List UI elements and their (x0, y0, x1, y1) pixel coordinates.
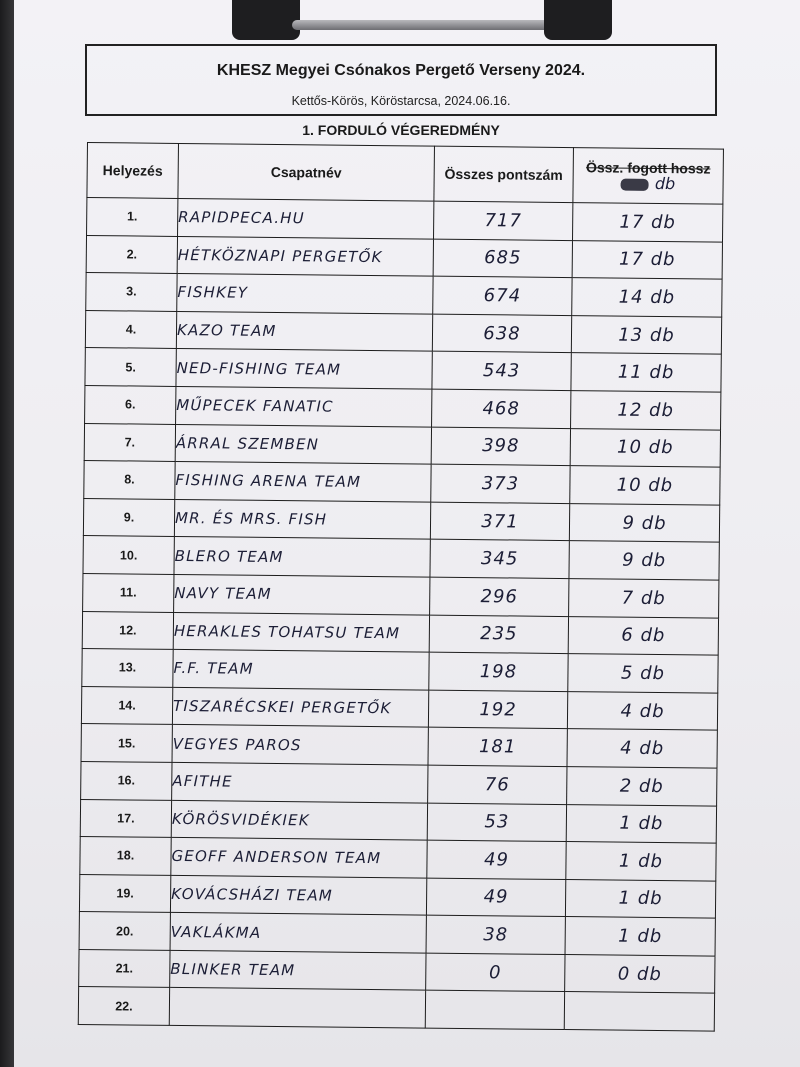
page-title: KHESZ Megyei Csónakos Pergető Verseny 2024. (216, 62, 586, 79)
length-cell: 13 db (571, 315, 721, 354)
team-name-cell: FISHKEY (177, 274, 433, 314)
team-name-cell: KOVÁCSHÁZI TEAM (170, 875, 426, 915)
header-length (573, 148, 724, 205)
team-name-cell: TISZARÉCSKEI PERGETŐK (172, 687, 428, 727)
team-name-cell: VEGYES PAROS (172, 725, 428, 765)
length-cell: 10 db (570, 466, 720, 505)
rank-cell: 5. (85, 348, 176, 387)
clip-wire (292, 20, 552, 30)
header-length-struck: Össz. fogott hossz (585, 159, 711, 177)
results-table (78, 142, 724, 1032)
points-cell: 717 (434, 201, 573, 240)
team-name-cell: NAVY TEAM (174, 574, 430, 614)
round-title: 1. FORDULÓ VÉGEREDMÉNY (302, 122, 500, 138)
team-name-cell: VAKLÁKMA (170, 913, 426, 953)
table-row (78, 987, 714, 1031)
team-name-cell: HERAKLES TOHATSU TEAM (173, 612, 429, 652)
length-cell: 1 db (565, 879, 715, 918)
points-cell: 674 (433, 276, 572, 315)
length-cell: 1 db (565, 917, 715, 956)
team-name-cell: AFITHE (172, 762, 428, 802)
scribble-mark (621, 179, 649, 191)
points-cell: 198 (429, 652, 568, 691)
header-points: Összes pontszám (434, 146, 574, 202)
length-cell: 0 db (565, 954, 715, 993)
rank-cell: 21. (79, 949, 170, 988)
rank-cell: 11. (83, 573, 174, 612)
header-team: Csapatnév (178, 143, 435, 201)
length-cell: 10 db (570, 428, 720, 467)
length-cell: 4 db (567, 729, 717, 768)
team-name-cell: GEOFF ANDERSON TEAM (171, 838, 427, 878)
rank-cell: 9. (83, 498, 174, 537)
rank-cell: 16. (81, 761, 172, 800)
clipboard-clip (232, 0, 612, 44)
header-box (85, 44, 717, 116)
points-cell (425, 991, 564, 1030)
rank-cell: 1. (87, 198, 178, 237)
rank-cell: 14. (81, 686, 172, 725)
rank-cell: 20. (79, 912, 170, 951)
team-name-cell: F.F. TEAM (173, 650, 429, 690)
length-cell: 7 db (569, 579, 719, 618)
points-cell: 38 (426, 915, 565, 954)
points-cell: 49 (427, 840, 566, 879)
rank-cell: 13. (82, 649, 173, 688)
page-subtitle: Kettős-Körös, Köröstarcsa, 2024.06.16. (291, 94, 511, 108)
length-cell: 4 db (567, 691, 717, 730)
team-name-cell: RAPIDPECA.HU (178, 198, 434, 238)
length-cell: 17 db (572, 203, 722, 242)
header-rank: Helyezés (87, 143, 179, 199)
points-cell: 181 (428, 727, 567, 766)
team-name-cell: KÖRÖSVIDÉKIEK (171, 800, 427, 840)
rank-cell: 7. (84, 423, 175, 462)
length-cell: 2 db (567, 766, 717, 805)
rank-cell: 3. (86, 273, 177, 312)
rank-cell: 6. (85, 385, 176, 424)
team-name-cell: NED-FISHING TEAM (176, 349, 432, 389)
length-cell: 17 db (572, 240, 722, 279)
points-cell: 192 (428, 690, 567, 729)
points-cell: 296 (430, 577, 569, 616)
rank-cell: 4. (85, 310, 176, 349)
points-cell: 543 (432, 352, 571, 391)
team-name-cell: MR. ÉS MRS. FISH (174, 499, 430, 539)
length-cell: 12 db (571, 391, 721, 430)
rank-cell: 8. (84, 461, 175, 500)
length-cell: 6 db (568, 616, 718, 655)
rank-cell: 17. (80, 799, 171, 838)
points-cell: 398 (431, 427, 570, 466)
team-name-cell (169, 988, 425, 1028)
team-name-cell: FISHING ARENA TEAM (175, 462, 431, 502)
results-body (78, 198, 723, 1032)
rank-cell: 19. (79, 874, 170, 913)
points-cell: 345 (430, 539, 569, 578)
length-cell: 9 db (569, 503, 719, 542)
points-cell: 638 (432, 314, 571, 353)
team-name-cell: BLERO TEAM (174, 537, 430, 577)
rank-cell: 18. (80, 837, 171, 876)
points-cell: 685 (433, 239, 572, 278)
table-header-row (87, 143, 724, 205)
points-cell: 371 (430, 502, 569, 541)
length-cell: 11 db (571, 353, 721, 392)
team-name-cell: BLINKER TEAM (170, 950, 426, 990)
length-cell: 9 db (569, 541, 719, 580)
length-cell (564, 992, 714, 1031)
team-name-cell: KAZO TEAM (176, 311, 432, 351)
points-cell: 76 (428, 765, 567, 804)
points-cell: 373 (431, 464, 570, 503)
length-cell: 14 db (572, 278, 722, 317)
points-cell: 235 (429, 615, 568, 654)
header-length-unit: db (654, 173, 676, 194)
length-cell: 1 db (566, 842, 716, 881)
clip-right-hinge (544, 0, 612, 40)
length-cell: 1 db (566, 804, 716, 843)
rank-cell: 2. (86, 235, 177, 274)
rank-cell: 15. (81, 724, 172, 763)
length-cell: 5 db (568, 654, 718, 693)
team-name-cell: HÉTKÖZNAPI PERGETŐK (177, 236, 433, 276)
clip-left-hinge (232, 0, 300, 40)
team-name-cell: MŰPECEK FANATIC (176, 386, 432, 426)
team-name-cell: ÁRRAL SZEMBEN (175, 424, 431, 464)
points-cell: 49 (426, 878, 565, 917)
rank-cell: 22. (78, 987, 169, 1026)
points-cell: 53 (427, 803, 566, 842)
rank-cell: 12. (82, 611, 173, 650)
rank-cell: 10. (83, 536, 174, 575)
points-cell: 468 (432, 389, 571, 428)
points-cell: 0 (426, 953, 565, 992)
